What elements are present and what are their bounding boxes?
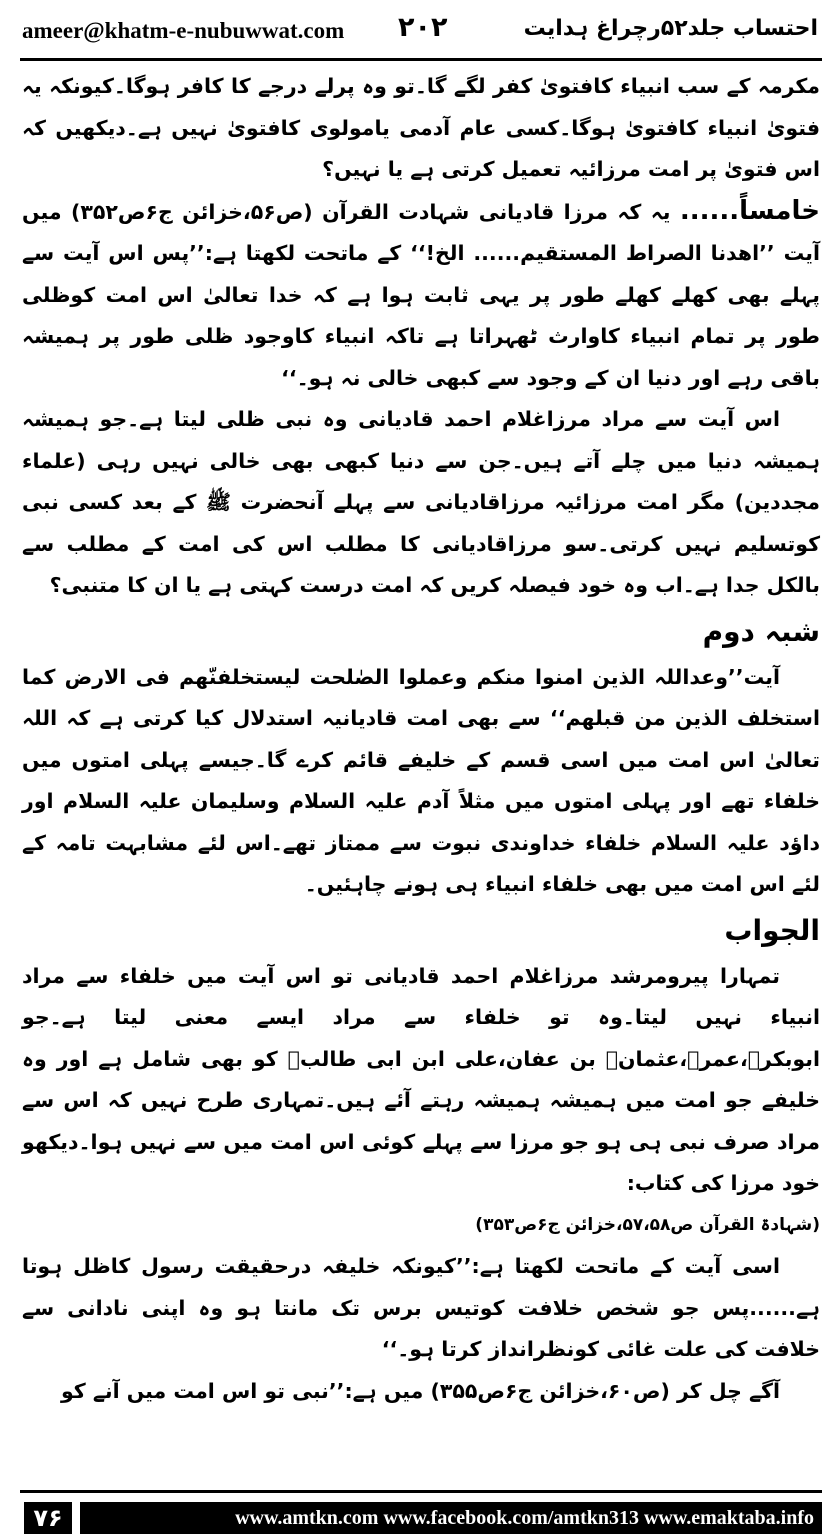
page-body — [22, 66, 820, 1412]
paragraph-5: تمہارا پیرومرشد مرزاغلام احمد قادیانی تو اس آیت میں خلفاء سے مراد انبیاء نہیں لیتا۔وہ تو خلفاء سے مراد ایسے معنی لیتا ہے۔جو ابوبکرؓ،عمرؓ،عثمانؓ بن عفان،علی ابن ابی طالبؓ کو بھی شامل ہے اور وہ خلیفے جو امت میں ہمیشہ ہمیشہ رہتے آئے ہیں۔تمہاری طرح نہیں کہ اس سے مراد صرف نبی ہی ہو جو مرزا سے پہلے کوئی اس امت میں سے نہیں ہوا۔دیکھو خود مرزا کی کتاب: — [22, 963, 820, 1195]
paragraph-7: آگے چل کر (ص۶۰،خزائن ج۶ص۳۵۵) میں ہے:’’نبی تو اس امت میں آنے کو — [60, 1378, 780, 1403]
reference-citation: (شہادۃ القرآن ص۵۷،۵۸،خزائن ج۶ص۳۵۳) — [475, 1214, 820, 1235]
paragraph-6: اسی آیت کے ماتحت لکھتا ہے:’’کیونکہ خلیفہ درحقیقت رسول کاظل ہوتا ہے......پس جو شخص خلافت کوتیس برس تک مانتا ہو وہ اپنی نادانی سے خلافت کی علت غائی کونظرانداز کرتا ہو۔‘‘ — [22, 1254, 820, 1361]
header-email: ameer@khatm-e-nubuwwat.com — [22, 18, 345, 43]
heading-second-doubt: شبہ دوم — [702, 614, 820, 648]
paragraph-4: آیت’’وعداللہ الذین امنوا منکم وعملوا الصٰلحت لیستخلفنّھم فی الارض کما استخلف الذین من قبلھم‘‘ سے بھی امت قادیانیہ استدلال کیا کرتی ہے کہ اللہ تعالیٰ اس امت میں اسی قسم کے خلیفے قائم کرے گا۔جیسے پہلی امتوں میں خلفاء تھے اور پہلی امتوں میں مثلاً آدم علیہ السلام وسلیمان علیہ السلام اور داؤد علیہ السلام خلفاء خداوندی نبوت سے ممتاز تھے۔اس لئے مشابہت تامہ کے لئے اس امت میں بھی خلفاء انبیاء ہی ہونے چاہئیں۔ — [22, 664, 820, 896]
heading-answer: الجواب — [724, 913, 820, 947]
header-divider — [20, 58, 822, 61]
header-page-number: ۲۰۲ — [398, 12, 448, 43]
header-book-title: احتساب جلد۵۲رچراغ ہدایت — [523, 16, 818, 41]
page-footer — [0, 1486, 840, 1540]
footer-divider — [20, 1490, 822, 1493]
footer-links[interactable]: www.amtkn.com www.facebook.com/amtkn313 www.emaktaba.info — [80, 1502, 822, 1534]
paragraph-1: مکرمہ کے سب انبیاء کافتویٰ کفر لگے گا۔تو وہ پرلے درجے کا کافر ہوگا۔کیونکہ یہ فتویٰ انبیاء کافتویٰ ہوگا۔کسی عام آدمی یامولوی کافتویٰ نہیں ہے۔دیکھیں کہ اس فتویٰ پر امت مرزائیہ تعمیل کرتی ہے یا نہیں؟ — [22, 74, 820, 181]
footer-page-number: ۷۶ — [24, 1502, 72, 1534]
paragraph-2-body: یہ کہ مرزا قادیانی شہادت القرآن (ص۵۶،خزائن ج۶ص۳۵۲) میں آیت ’’اھدنا الصراط المستقیم...... الخ!‘‘ کے ماتحت لکھتا ہے:’’پس اس آیت سے پہلے بھی کھلے کھلے طور پر یہی ثابت ہوا ہے کہ خدا تعالیٰ اس امت کوظلی طور پر تمام انبیاء کاوارث ٹھہراتا ہے تاکہ انبیاء کاوجود ظلی طور پر ہمیشہ باقی رہے اور دنیا ان کے وجود سے کبھی خالی نہ ہو۔‘‘ — [22, 199, 820, 390]
page-header — [0, 0, 840, 60]
paragraph-3: اس آیت سے مراد مرزاغلام احمد قادیانی وہ نبی ظلی لیتا ہے۔جو ہمیشہ ہمیشہ دنیا میں چلے آتے ہیں۔جن سے دنیا کبھی بھی خالی نہیں رہی (علماء مجددین) مگر امت مرزائیہ مرزاقادیانی سے پہلے آنحضرت ﷺ کے بعد کسی نبی کوتسلیم نہیں کرتی۔سو مرزاقادیانی کا مطلب اس کی امت کے مطلب سے بالکل جدا ہے۔اب وہ خود فیصلہ کریں کہ امت درست کہتی ہے یا ان کا متنبی؟ — [22, 407, 820, 597]
paragraph-2-lead: خامساً...... — [679, 195, 821, 226]
paragraph-2 — [22, 191, 820, 400]
